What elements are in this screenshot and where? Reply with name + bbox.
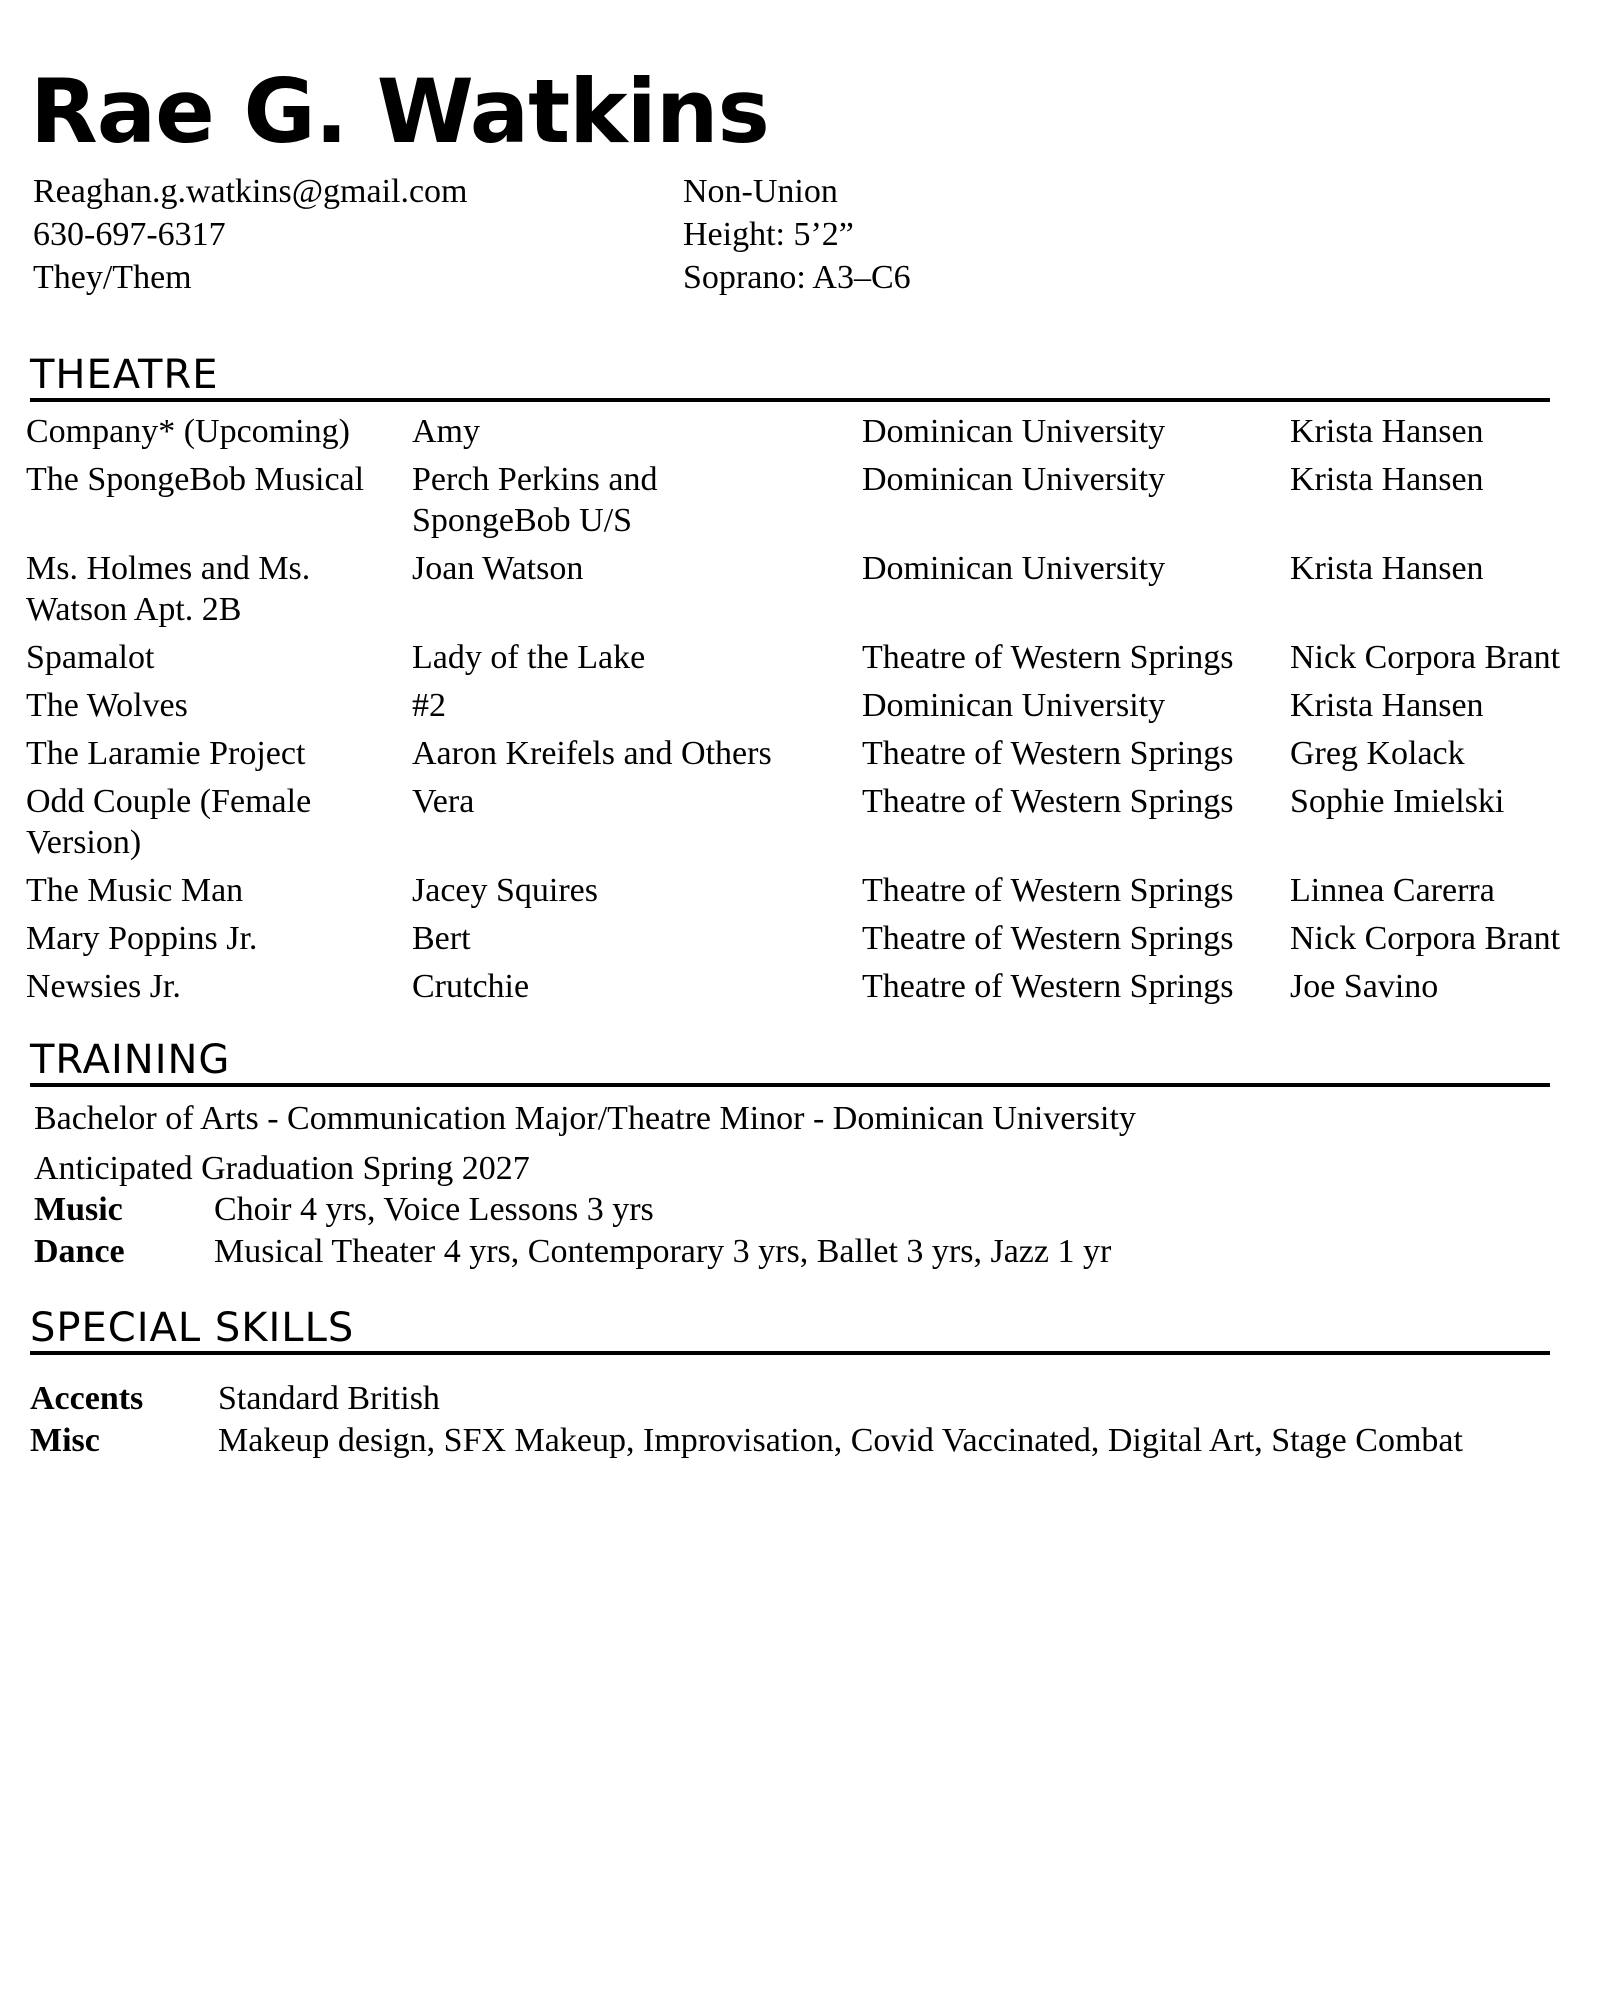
table-row [26, 781, 1600, 863]
show-title: Spamalot [26, 639, 155, 676]
dance-training [34, 1231, 1136, 1273]
music-training [34, 1189, 1136, 1231]
role: Jacey Squires [412, 872, 599, 909]
role: Vera [412, 783, 475, 820]
email: Reaghan.g.watkins@gmail.com [33, 173, 468, 210]
venue: Theatre of Western Springs [862, 872, 1234, 909]
skills-section [30, 1378, 1498, 1462]
dance-value: Musical Theater 4 yrs, Contemporary 3 yrs, Ballet 3 yrs, Jazz 1 yr [214, 1233, 1112, 1270]
director: Joe Savino [1290, 968, 1439, 1005]
graduation: Anticipated Graduation Spring 2027 [34, 1150, 530, 1187]
role: Joan Watson [412, 550, 584, 587]
show-title: The Laramie Project [26, 735, 306, 772]
misc-skill [30, 1420, 1498, 1462]
music-value: Choir 4 yrs, Voice Lessons 3 yrs [214, 1191, 654, 1228]
training-heading: TRAINING [30, 1037, 1550, 1087]
voice-range: Soprano: A3–C6 [683, 259, 911, 296]
table-row [26, 637, 1600, 678]
venue: Theatre of Western Springs [862, 968, 1234, 1005]
theatre-table [26, 411, 1600, 1014]
director: Nick Corpora Brant [1290, 920, 1561, 957]
table-row [26, 459, 1600, 541]
misc-value: Makeup design, SFX Makeup, Improvisation, Covid Vaccinated, Digital Art, Stage Combat [218, 1422, 1463, 1459]
table-row [26, 685, 1600, 726]
training-section [34, 1098, 1136, 1273]
accents-skill [30, 1378, 1498, 1420]
phone: 630-697-6317 [33, 216, 226, 253]
height: Height: 5’2” [683, 216, 854, 253]
table-row [26, 411, 1600, 452]
director: Krista Hansen [1290, 461, 1484, 498]
show-title: The Wolves [26, 687, 188, 724]
theatre-heading: THEATRE [30, 352, 1550, 402]
accents-label: Accents [30, 1380, 144, 1417]
director: Linnea Carerra [1290, 872, 1495, 909]
director: Krista Hansen [1290, 550, 1484, 587]
director: Greg Kolack [1290, 735, 1465, 772]
role: Amy [412, 413, 480, 450]
role: Perch Perkins and SpongeBob U/S [412, 461, 658, 539]
show-title: The Music Man [26, 872, 244, 909]
venue: Dominican University [862, 413, 1166, 450]
role: Aaron Kreifels and Others [412, 735, 772, 772]
degree: Bachelor of Arts - Communication Major/Theatre Minor - Dominican University [34, 1100, 1136, 1137]
venue: Theatre of Western Springs [862, 783, 1234, 820]
show-title: Ms. Holmes and Ms. Watson Apt. 2B [26, 550, 311, 628]
pronouns: They/Them [33, 259, 192, 296]
venue: Theatre of Western Springs [862, 920, 1234, 957]
role: #2 [412, 687, 446, 724]
table-row [26, 966, 1600, 1007]
show-title: Company* (Upcoming) [26, 413, 350, 450]
role: Bert [412, 920, 471, 957]
table-row [26, 548, 1600, 630]
venue: Theatre of Western Springs [862, 735, 1234, 772]
dance-label: Dance [34, 1233, 125, 1270]
show-title: Odd Couple (Female Version) [26, 783, 312, 861]
director: Krista Hansen [1290, 413, 1484, 450]
role: Lady of the Lake [412, 639, 646, 676]
director: Nick Corpora Brant [1290, 639, 1561, 676]
show-title: Newsies Jr. [26, 968, 181, 1005]
director: Krista Hansen [1290, 687, 1484, 724]
show-title: Mary Poppins Jr. [26, 920, 258, 957]
resume-name: Rae G. Watkins [30, 60, 769, 163]
contact-info [33, 170, 468, 299]
performer-stats [683, 170, 911, 299]
venue: Dominican University [862, 550, 1166, 587]
table-row [26, 733, 1600, 774]
table-row [26, 870, 1600, 911]
union-status: Non-Union [683, 173, 838, 210]
venue: Theatre of Western Springs [862, 639, 1234, 676]
show-title: The SpongeBob Musical [26, 461, 365, 498]
misc-label: Misc [30, 1422, 100, 1459]
role: Crutchie [412, 968, 530, 1005]
table-row [26, 918, 1600, 959]
director: Sophie Imielski [1290, 783, 1505, 820]
music-label: Music [34, 1191, 123, 1228]
accents-value: Standard British [218, 1380, 440, 1417]
special-skills-heading: SPECIAL SKILLS [30, 1305, 1550, 1355]
venue: Dominican University [862, 461, 1166, 498]
venue: Dominican University [862, 687, 1166, 724]
